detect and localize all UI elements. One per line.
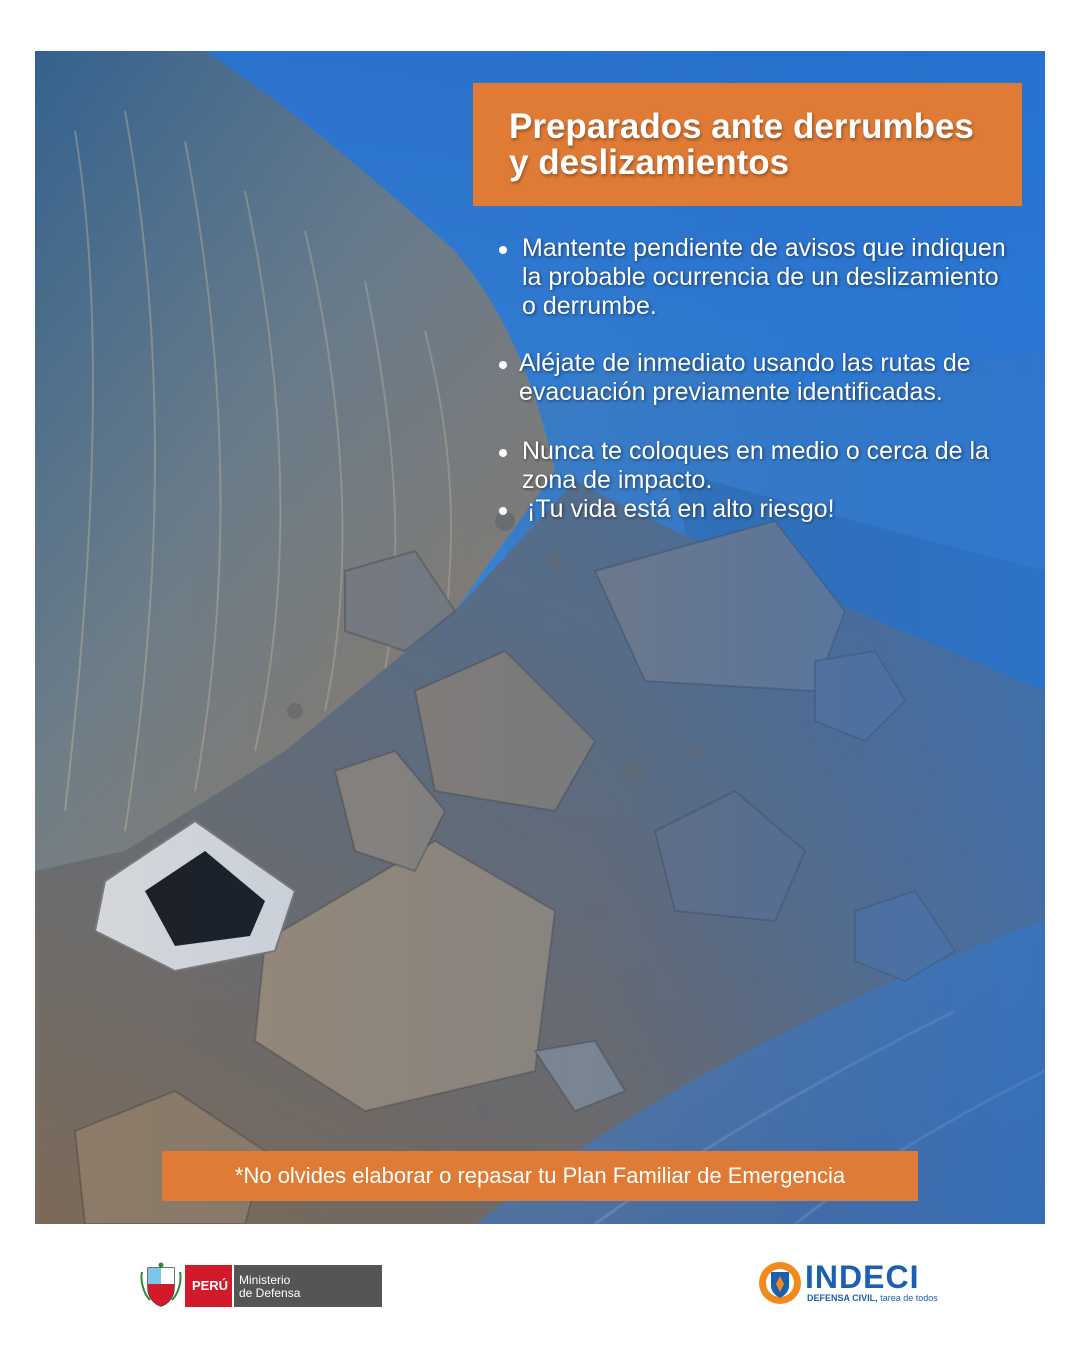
tip-item: [495, 495, 1015, 524]
tip-item: [495, 437, 1015, 495]
bullet-dot-icon: [499, 449, 507, 457]
tip-text: Nunca te coloques en medio o cerca de la zona de impacto.: [522, 437, 989, 494]
landslide-photo: [35, 51, 1045, 1224]
indeci-logo: [757, 1258, 957, 1316]
tip-text: Mantente pendiente de avisos que indiquen la probable ocurrencia de un deslizamiento o derrumbe.: [522, 234, 1006, 320]
ministry-label: [232, 1265, 382, 1307]
poster: [35, 51, 1045, 1224]
tip-text: ¡Tu vida está en alto riesgo!: [527, 495, 835, 523]
title-banner: [473, 83, 1022, 206]
peru-ministry-logo: [140, 1260, 385, 1310]
indeci-tagline: [807, 1293, 938, 1303]
ministry-line-1: Ministerio: [239, 1273, 291, 1287]
title-line-2: y deslizamientos: [509, 143, 790, 182]
title-line-1: Preparados ante derrumbes: [509, 107, 974, 146]
indeci-wordmark: INDECI: [805, 1259, 920, 1295]
peru-label: PERÚ: [185, 1265, 235, 1307]
safety-tips-list: [495, 234, 1015, 524]
bullet-dot-icon: [499, 507, 507, 515]
tip-text: Aléjate de inmediato usando las rutas de evacuación previamente identificadas.: [519, 349, 971, 406]
bullet-dot-icon: [499, 361, 507, 369]
bullet-dot-icon: [499, 246, 507, 254]
peru-coat-of-arms-icon: [140, 1262, 182, 1308]
indeci-emblem-icon: [757, 1258, 803, 1308]
tip-item: [495, 349, 1015, 407]
footer-note-banner: *No olvides elaborar o repasar tu Plan Familiar de Emergencia: [162, 1151, 918, 1201]
indeci-tagline-bold: DEFENSA CIVIL,: [807, 1293, 878, 1303]
tip-item: [495, 234, 1015, 321]
indeci-tagline-rest: tarea de todos: [877, 1293, 938, 1303]
ministry-line-2: de Defensa: [239, 1286, 301, 1300]
